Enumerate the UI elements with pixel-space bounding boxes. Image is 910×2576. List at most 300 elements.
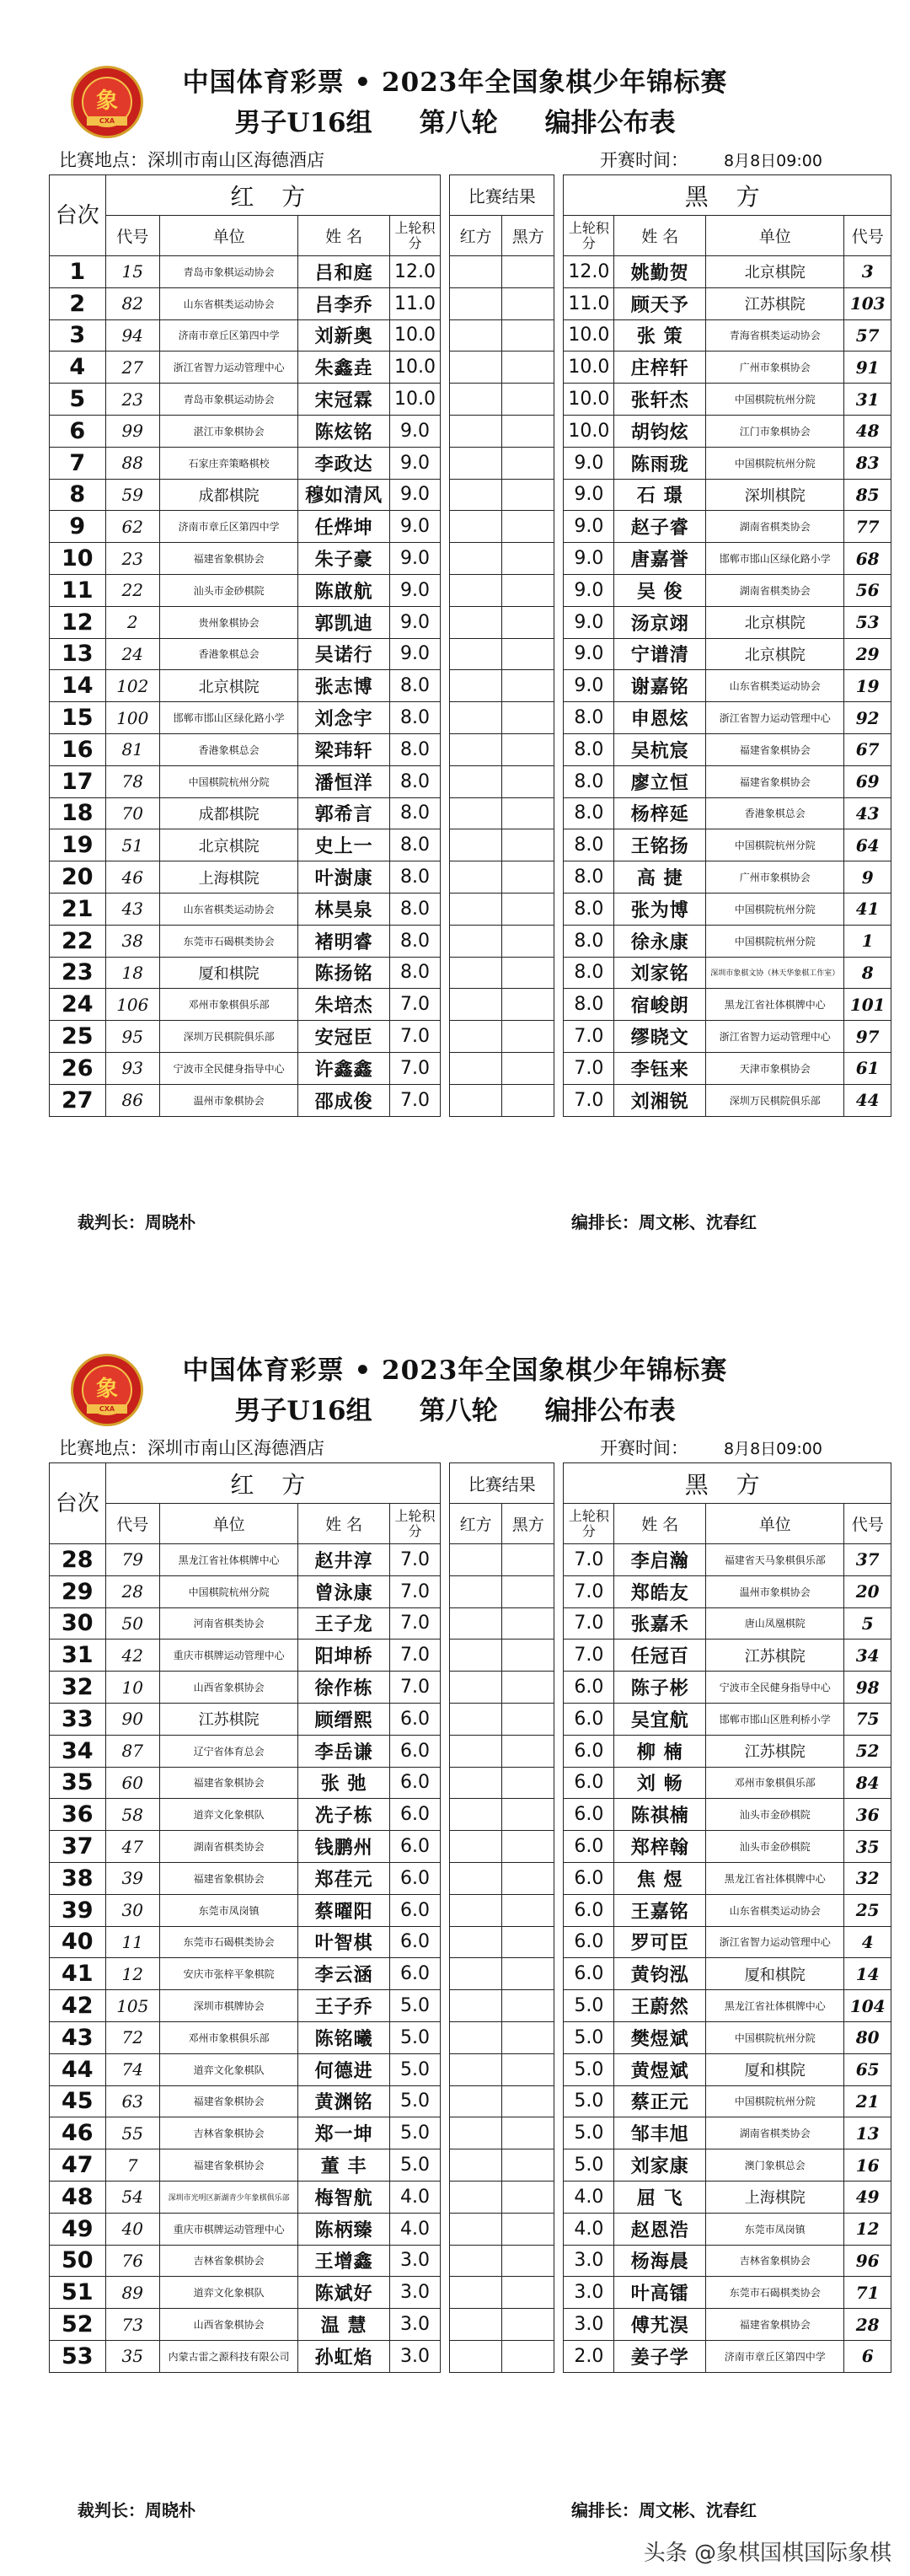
red-code: 89 xyxy=(105,2277,159,2309)
black-code: 77 xyxy=(844,511,891,543)
black-unit: 澳门象棋总会 xyxy=(706,2149,844,2182)
col-code: 代号 xyxy=(844,216,891,256)
red-result-cell xyxy=(450,1958,502,1990)
table-row xyxy=(50,638,891,670)
black-result-cell xyxy=(502,861,554,894)
table-row xyxy=(50,829,891,861)
red-code: 15 xyxy=(105,256,159,288)
board-number: 3 xyxy=(50,319,106,352)
black-unit: 汕头市金砂棋院 xyxy=(706,1799,844,1831)
table-row xyxy=(50,797,891,829)
red-prev-points: 5.0 xyxy=(390,2085,441,2117)
black-unit: 江苏棋院 xyxy=(706,1640,844,1672)
red-prev-points: 6.0 xyxy=(390,1926,441,1958)
black-unit: 山东省棋类运动协会 xyxy=(706,670,844,702)
black-unit: 中国棋院杭州分院 xyxy=(706,447,844,479)
black-unit: 中国棋院杭州分院 xyxy=(706,384,844,416)
black-player-name: 谢嘉铭 xyxy=(614,670,706,702)
red-unit: 厦和棋院 xyxy=(159,957,297,989)
table-row xyxy=(50,1990,891,2022)
black-prev-points: 8.0 xyxy=(564,765,614,797)
black-code: 16 xyxy=(844,2149,891,2182)
table-row xyxy=(50,2340,891,2372)
col-prev-pts: 上轮积分 xyxy=(390,216,441,256)
red-code: 27 xyxy=(105,352,159,384)
black-unit: 宁波市全民健身指导中心 xyxy=(706,1672,844,1704)
black-code: 98 xyxy=(844,1672,891,1704)
red-code: 35 xyxy=(105,2340,159,2372)
black-prev-points: 10.0 xyxy=(564,352,614,384)
page-title: 中国体育彩票 • 2023年全国象棋少年锦标赛 xyxy=(182,67,728,98)
board-number: 51 xyxy=(50,2277,106,2309)
red-unit: 宁波市全民健身指导中心 xyxy=(159,1052,297,1084)
red-player-name: 陈炫铭 xyxy=(298,415,390,447)
red-code: 39 xyxy=(105,1862,159,1894)
black-player-name: 王嘉铭 xyxy=(614,1894,706,1926)
black-prev-points: 6.0 xyxy=(564,1735,614,1767)
red-unit: 福建省象棋协会 xyxy=(159,1862,297,1894)
red-prev-points: 8.0 xyxy=(390,733,441,765)
board-number: 37 xyxy=(50,1831,106,1863)
black-prev-points: 6.0 xyxy=(564,1672,614,1704)
col-red-result: 红方 xyxy=(450,1504,502,1544)
black-prev-points: 8.0 xyxy=(564,861,614,894)
black-code: 56 xyxy=(844,574,891,606)
col-name: 姓 名 xyxy=(298,216,390,256)
black-prev-points: 3.0 xyxy=(564,2245,614,2277)
red-result-cell xyxy=(450,574,502,606)
black-result-cell xyxy=(502,543,554,575)
table-row xyxy=(50,1703,891,1735)
red-prev-points: 6.0 xyxy=(390,1831,441,1863)
red-player-name: 邵成俊 xyxy=(298,1084,390,1116)
red-result-cell xyxy=(450,829,502,861)
black-code: 61 xyxy=(844,1052,891,1084)
red-code: 24 xyxy=(105,638,159,670)
black-code: 34 xyxy=(844,1640,891,1672)
red-prev-points: 8.0 xyxy=(390,957,441,989)
table-row xyxy=(50,893,891,925)
black-code: 4 xyxy=(844,1926,891,1958)
table-row xyxy=(50,447,891,479)
red-player-name: 郑荏元 xyxy=(298,1862,390,1894)
red-result-cell xyxy=(450,1926,502,1958)
red-player-name: 安冠臣 xyxy=(298,1021,390,1053)
black-unit: 浙江省智力运动管理中心 xyxy=(706,1926,844,1958)
red-prev-points: 9.0 xyxy=(390,606,441,638)
red-player-name: 张 弛 xyxy=(298,1767,390,1799)
black-result-cell xyxy=(502,925,554,957)
col-unit: 单位 xyxy=(706,1504,844,1544)
black-unit: 浙江省智力运动管理中心 xyxy=(706,1021,844,1053)
black-result-cell xyxy=(502,1052,554,1084)
red-prev-points: 7.0 xyxy=(390,1084,441,1116)
black-unit: 邯郸市邯山区绿化路小学 xyxy=(706,543,844,575)
red-result-cell xyxy=(450,352,502,384)
red-side-header: 红 方 xyxy=(105,175,440,216)
black-result-cell xyxy=(502,1990,554,2022)
black-result-cell xyxy=(502,574,554,606)
board-number: 39 xyxy=(50,1894,106,1926)
black-prev-points: 6.0 xyxy=(564,1926,614,1958)
black-code: 64 xyxy=(844,829,891,861)
board-number: 33 xyxy=(50,1703,106,1735)
black-prev-points: 10.0 xyxy=(564,415,614,447)
red-unit: 重庆市棋牌运动管理中心 xyxy=(159,1640,297,1672)
red-prev-points: 10.0 xyxy=(390,352,441,384)
col-prev-pts: 上轮积分 xyxy=(564,216,614,256)
board-number: 52 xyxy=(50,2309,106,2341)
black-code: 13 xyxy=(844,2117,891,2149)
col-unit: 单位 xyxy=(159,1504,297,1544)
red-player-name: 刘新奥 xyxy=(298,319,390,352)
red-prev-points: 3.0 xyxy=(390,2309,441,2341)
red-result-cell xyxy=(450,1990,502,2022)
group-label: 男子U16组 xyxy=(234,1396,372,1426)
red-prev-points: 5.0 xyxy=(390,2117,441,2149)
black-prev-points: 6.0 xyxy=(564,1703,614,1735)
venue-text: 比赛地点：深圳市南山区海德酒店 xyxy=(59,150,324,170)
black-result-cell xyxy=(502,352,554,384)
black-result-cell xyxy=(502,1607,554,1640)
red-prev-points: 9.0 xyxy=(390,511,441,543)
black-result-cell xyxy=(502,319,554,352)
red-result-cell xyxy=(450,702,502,734)
red-result-cell xyxy=(450,989,502,1021)
col-red-result: 红方 xyxy=(450,216,502,256)
black-unit: 天津市象棋协会 xyxy=(706,1052,844,1084)
red-code: 54 xyxy=(105,2181,159,2213)
table-row xyxy=(50,2053,891,2085)
black-player-name: 吴 俊 xyxy=(614,574,706,606)
result-header: 比赛结果 xyxy=(450,175,554,216)
red-code: 30 xyxy=(105,1894,159,1926)
red-prev-points: 6.0 xyxy=(390,1799,441,1831)
red-prev-points: 7.0 xyxy=(390,1575,441,1607)
black-unit: 黑龙江省社体棋牌中心 xyxy=(706,1990,844,2022)
black-code: 8 xyxy=(844,957,891,989)
black-player-name: 高 捷 xyxy=(614,861,706,894)
red-player-name: 林昊泉 xyxy=(298,893,390,925)
red-player-name: 褚明睿 xyxy=(298,925,390,957)
black-player-name: 刘家康 xyxy=(614,2149,706,2182)
black-code: 57 xyxy=(844,319,891,352)
black-unit: 福建省天马象棋俱乐部 xyxy=(706,1544,844,1576)
red-code: 60 xyxy=(105,1767,159,1799)
black-player-name: 宁谱清 xyxy=(614,638,706,670)
red-result-cell xyxy=(450,1831,502,1863)
black-side-header: 黑 方 xyxy=(564,1463,891,1504)
red-player-name: 穆如清风 xyxy=(298,479,390,511)
black-result-cell xyxy=(502,957,554,989)
table-row xyxy=(50,1052,891,1084)
black-player-name: 赵恩浩 xyxy=(614,2213,706,2245)
col-prev-pts: 上轮积分 xyxy=(564,1504,614,1544)
red-result-cell xyxy=(450,1703,502,1735)
black-prev-points: 6.0 xyxy=(564,1862,614,1894)
red-unit: 山西省象棋协会 xyxy=(159,2309,297,2341)
red-prev-points: 7.0 xyxy=(390,1640,441,1672)
board-number: 36 xyxy=(50,1799,106,1831)
red-prev-points: 8.0 xyxy=(390,670,441,702)
red-result-cell xyxy=(450,1544,502,1576)
black-prev-points: 5.0 xyxy=(564,1990,614,2022)
black-result-cell xyxy=(502,1544,554,1576)
table-row xyxy=(50,2277,891,2309)
red-prev-points: 6.0 xyxy=(390,1767,441,1799)
black-player-name: 黄钧泓 xyxy=(614,1958,706,1990)
black-unit: 湖南省棋类协会 xyxy=(706,2117,844,2149)
black-result-cell xyxy=(502,1926,554,1958)
black-unit: 上海棋院 xyxy=(706,2181,844,2213)
black-prev-points: 9.0 xyxy=(564,447,614,479)
black-prev-points: 7.0 xyxy=(564,1021,614,1053)
board-number: 44 xyxy=(50,2053,106,2085)
red-code: 50 xyxy=(105,1607,159,1640)
red-player-name: 蔡曜阳 xyxy=(298,1894,390,1926)
red-unit: 内蒙古雷之源科技有限公司 xyxy=(159,2340,297,2372)
red-unit: 上海棋院 xyxy=(159,861,297,894)
red-code: 99 xyxy=(105,415,159,447)
black-code: 92 xyxy=(844,702,891,734)
col-black-result: 黑方 xyxy=(502,216,554,256)
black-player-name: 傅艽淏 xyxy=(614,2309,706,2341)
black-unit: 中国棋院杭州分院 xyxy=(706,925,844,957)
black-code: 104 xyxy=(844,1990,891,2022)
watermark: 头条 @象棋国棋国际象棋 xyxy=(643,2541,891,2566)
doc-label: 编排公布表 xyxy=(544,1396,676,1426)
round-label: 第八轮 xyxy=(419,1396,498,1426)
red-unit: 道弈文化象棋队 xyxy=(159,2053,297,2085)
red-code: 73 xyxy=(105,2309,159,2341)
red-code: 40 xyxy=(105,2213,159,2245)
red-unit: 黑龙江省社体棋牌中心 xyxy=(159,1544,297,1576)
black-result-cell xyxy=(502,447,554,479)
black-result-cell xyxy=(502,1831,554,1863)
black-prev-points: 7.0 xyxy=(564,1575,614,1607)
col-unit: 单位 xyxy=(706,216,844,256)
black-prev-points: 9.0 xyxy=(564,670,614,702)
red-unit: 深圳市光明区新湖青少年象棋俱乐部 xyxy=(159,2181,297,2213)
col-name: 姓 名 xyxy=(614,1504,706,1544)
board-number: 19 xyxy=(50,829,106,861)
black-player-name: 王铭扬 xyxy=(614,829,706,861)
red-player-name: 李云涵 xyxy=(298,1958,390,1990)
black-code: 28 xyxy=(844,2309,891,2341)
black-player-name: 宿峻朗 xyxy=(614,989,706,1021)
black-code: 101 xyxy=(844,989,891,1021)
black-code: 80 xyxy=(844,2021,891,2053)
board-number: 31 xyxy=(50,1640,106,1672)
table-row xyxy=(50,1958,891,1990)
red-prev-points: 3.0 xyxy=(390,2277,441,2309)
red-result-cell xyxy=(450,2149,502,2182)
black-result-cell xyxy=(502,415,554,447)
black-unit: 深圳棋院 xyxy=(706,479,844,511)
black-unit: 青海省棋类运动协会 xyxy=(706,319,844,352)
black-code: 36 xyxy=(844,1799,891,1831)
black-unit: 邯郸市邯山区胜利桥小学 xyxy=(706,1703,844,1735)
black-result-cell xyxy=(502,1862,554,1894)
table-row xyxy=(50,1640,891,1672)
black-code: 85 xyxy=(844,479,891,511)
pairing-table xyxy=(49,1462,891,2373)
black-player-name: 黄煜斌 xyxy=(614,2053,706,2085)
black-player-name: 唐嘉誉 xyxy=(614,543,706,575)
black-code: 43 xyxy=(844,797,891,829)
black-player-name: 胡钧炫 xyxy=(614,415,706,447)
black-prev-points: 6.0 xyxy=(564,1767,614,1799)
black-result-cell xyxy=(502,511,554,543)
red-player-name: 叶智棋 xyxy=(298,1926,390,1958)
red-result-cell xyxy=(450,1640,502,1672)
red-result-cell xyxy=(450,606,502,638)
black-result-cell xyxy=(502,1575,554,1607)
red-player-name: 王子乔 xyxy=(298,1990,390,2022)
board-number: 12 xyxy=(50,606,106,638)
red-prev-points: 9.0 xyxy=(390,543,441,575)
black-player-name: 张为博 xyxy=(614,893,706,925)
red-result-cell xyxy=(450,1862,502,1894)
red-prev-points: 3.0 xyxy=(390,2245,441,2277)
page-subtitle xyxy=(0,1389,910,1427)
black-result-cell xyxy=(502,893,554,925)
black-prev-points: 12.0 xyxy=(564,256,614,288)
black-code: 6 xyxy=(844,2340,891,2372)
black-result-cell xyxy=(502,1735,554,1767)
black-player-name: 张轩杰 xyxy=(614,384,706,416)
black-unit: 唐山凤凰棋院 xyxy=(706,1607,844,1640)
black-code: 103 xyxy=(844,287,891,319)
chief-referee: 裁判长：周晓朴 xyxy=(78,2500,195,2520)
black-code: 83 xyxy=(844,447,891,479)
board-number: 23 xyxy=(50,957,106,989)
doc-label: 编排公布表 xyxy=(544,108,676,138)
red-code: 102 xyxy=(105,670,159,702)
black-result-cell xyxy=(502,733,554,765)
board-number: 48 xyxy=(50,2181,106,2213)
black-code: 96 xyxy=(844,2245,891,2277)
red-code: 76 xyxy=(105,2245,159,2277)
red-code: 23 xyxy=(105,543,159,575)
red-prev-points: 5.0 xyxy=(390,2021,441,2053)
black-code: 25 xyxy=(844,1894,891,1926)
red-code: 12 xyxy=(105,1958,159,1990)
black-code: 1 xyxy=(844,925,891,957)
red-prev-points: 6.0 xyxy=(390,1735,441,1767)
black-code: 32 xyxy=(844,1862,891,1894)
table-row xyxy=(50,1735,891,1767)
red-prev-points: 9.0 xyxy=(390,638,441,670)
red-prev-points: 10.0 xyxy=(390,384,441,416)
black-unit: 福建省象棋协会 xyxy=(706,733,844,765)
red-code: 106 xyxy=(105,989,159,1021)
table-row xyxy=(50,1862,891,1894)
black-prev-points: 5.0 xyxy=(564,2021,614,2053)
red-unit: 山西省象棋协会 xyxy=(159,1672,297,1704)
red-code: 2 xyxy=(105,606,159,638)
black-result-cell xyxy=(502,606,554,638)
red-prev-points: 10.0 xyxy=(390,319,441,352)
black-unit: 中国棋院杭州分院 xyxy=(706,893,844,925)
black-unit: 东莞市石碣棋类协会 xyxy=(706,2277,844,2309)
black-prev-points: 5.0 xyxy=(564,2149,614,2182)
black-prev-points: 7.0 xyxy=(564,1052,614,1084)
black-unit: 吉林省象棋协会 xyxy=(706,2245,844,2277)
black-code: 68 xyxy=(844,543,891,575)
board-number: 7 xyxy=(50,447,106,479)
table-row xyxy=(50,352,891,384)
board-number: 38 xyxy=(50,1862,106,1894)
red-player-name: 李岳谦 xyxy=(298,1735,390,1767)
black-result-cell xyxy=(502,2309,554,2341)
red-code: 105 xyxy=(105,1990,159,2022)
black-code: 53 xyxy=(844,606,891,638)
board-number: 1 xyxy=(50,256,106,288)
red-player-name: 钱鹏州 xyxy=(298,1831,390,1863)
red-result-cell xyxy=(450,1767,502,1799)
black-player-name: 廖立恒 xyxy=(614,765,706,797)
red-result-cell xyxy=(450,287,502,319)
black-code: 75 xyxy=(844,1703,891,1735)
black-result-cell xyxy=(502,670,554,702)
black-prev-points: 4.0 xyxy=(564,2181,614,2213)
table-row xyxy=(50,384,891,416)
red-unit: 香港象棋总会 xyxy=(159,733,297,765)
red-result-cell xyxy=(450,384,502,416)
red-result-cell xyxy=(450,511,502,543)
red-unit: 重庆市棋牌运动管理中心 xyxy=(159,2213,297,2245)
table-row xyxy=(50,1084,891,1116)
black-player-name: 陈子彬 xyxy=(614,1672,706,1704)
black-prev-points: 7.0 xyxy=(564,1607,614,1640)
black-result-cell xyxy=(502,1958,554,1990)
black-result-cell xyxy=(502,829,554,861)
board-number: 21 xyxy=(50,893,106,925)
board-number: 22 xyxy=(50,925,106,957)
red-side-header: 红 方 xyxy=(105,1463,440,1504)
red-result-cell xyxy=(450,2085,502,2117)
black-code: 91 xyxy=(844,352,891,384)
red-player-name: 宋冠霖 xyxy=(298,384,390,416)
cxa-logo-icon: 象 CXA xyxy=(71,1354,143,1426)
table-row xyxy=(50,479,891,511)
red-result-cell xyxy=(450,479,502,511)
black-prev-points: 6.0 xyxy=(564,1799,614,1831)
red-unit: 山东省棋类运动协会 xyxy=(159,287,297,319)
black-unit: 香港象棋总会 xyxy=(706,797,844,829)
red-unit: 安庆市张梓平象棋院 xyxy=(159,1958,297,1990)
black-prev-points: 8.0 xyxy=(564,702,614,734)
red-result-cell xyxy=(450,861,502,894)
red-code: 86 xyxy=(105,1084,159,1116)
table-row xyxy=(50,2181,891,2213)
red-prev-points: 9.0 xyxy=(390,574,441,606)
black-player-name: 蔡正元 xyxy=(614,2085,706,2117)
black-prev-points: 11.0 xyxy=(564,287,614,319)
red-player-name: 吕和庭 xyxy=(298,256,390,288)
table-row xyxy=(50,989,891,1021)
black-unit: 温州市象棋协会 xyxy=(706,1575,844,1607)
col-code: 代号 xyxy=(105,216,159,256)
red-player-name: 潘恒洋 xyxy=(298,765,390,797)
black-player-name: 顾天予 xyxy=(614,287,706,319)
red-player-name: 李政达 xyxy=(298,447,390,479)
red-code: 22 xyxy=(105,574,159,606)
board-number: 24 xyxy=(50,989,106,1021)
red-code: 88 xyxy=(105,447,159,479)
chief-arranger: 编排长：周文彬、沈春红 xyxy=(571,2500,757,2520)
